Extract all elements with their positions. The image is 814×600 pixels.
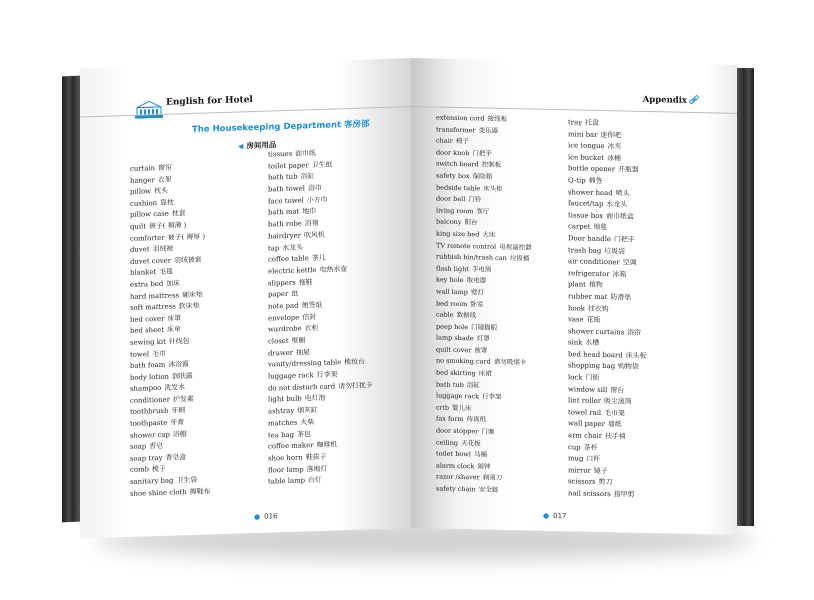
vocab-chinese: 梳妆台 <box>344 357 365 367</box>
left-page <box>80 58 413 538</box>
vocab-chinese: 剪刀 <box>598 478 613 487</box>
vocab-chinese: 润肤露 <box>171 371 193 381</box>
vocab-chinese: 梳子 <box>151 465 166 474</box>
vocab-chinese: 卫生袋 <box>176 475 198 485</box>
vocab-english: cable <box>436 310 454 319</box>
vocab-english: soap <box>130 442 147 452</box>
vocab-chinese: 毛巾架 <box>604 408 625 418</box>
vocab-english: vase <box>568 315 584 324</box>
vocab-english: hairdryer <box>268 231 302 241</box>
vocab-english: door stopper <box>436 426 479 436</box>
appendix-header: Appendix <box>642 94 687 106</box>
vocab-english: faucet/tap <box>568 199 604 209</box>
vocab-chinese: 针线包 <box>168 336 190 346</box>
vocab-english: toothpaste <box>130 418 168 428</box>
vocab-english: door bell <box>436 194 466 204</box>
vocab-english: comforter <box>130 233 165 243</box>
vocab-english: switch board <box>436 159 479 169</box>
vocab-english: quilt <box>130 222 147 231</box>
vocab-english: Q-tip <box>568 176 586 185</box>
vocab-chinese: 吹风机 <box>304 230 325 240</box>
vocab-chinese: 安全链 <box>478 485 499 494</box>
vocab-chinese: 浴帽 <box>172 429 187 439</box>
vocab-english: duvet cover <box>130 256 172 266</box>
vocab-chinese: 落地灯 <box>306 464 328 473</box>
room-heading-label: 房间用品 <box>246 140 277 151</box>
vocab-chinese: 面巾纸 <box>295 149 316 158</box>
vocab-english: towel <box>130 349 150 359</box>
vocab-chinese: 水槽 <box>585 338 600 348</box>
vocab-chinese: 毛巾 <box>152 349 166 358</box>
hotel-building-icon <box>135 100 163 119</box>
vocab-chinese: 行李架 <box>482 392 502 402</box>
vocab-chinese: 卫生纸 <box>311 160 333 169</box>
vocab-chinese: 冰夹 <box>607 142 622 151</box>
vocab-english: plant <box>568 280 586 289</box>
vocab-english: sanitary bag <box>130 476 174 486</box>
vocab-english: shower head <box>568 187 613 197</box>
vocab-chinese: 茶几 <box>311 253 326 263</box>
vocab-english: bed head board <box>568 350 623 360</box>
vocab-english: tray <box>568 118 583 127</box>
vocab-english: bed skirting <box>436 368 476 378</box>
vocab-english: towel rail <box>568 408 602 417</box>
vocab-chinese: 接线板 <box>487 114 508 124</box>
vocab-chinese: 垃圾桶 <box>509 254 530 263</box>
vocab-english: pillow <box>130 187 152 197</box>
vocab-english: slippers <box>268 278 296 288</box>
vocab-chinese: 冰桶 <box>607 153 621 163</box>
vocab-chinese: 火柴 <box>300 417 315 427</box>
vocab-entry <box>130 486 210 500</box>
vocab-chinese: 花瓶 <box>586 315 601 325</box>
vocab-chinese: 喷头 <box>615 188 630 198</box>
vocab-chinese: 窗台 <box>610 385 625 395</box>
vocab-english: cup <box>568 442 581 452</box>
left-header-rule <box>80 106 413 117</box>
vocab-english: peep hole <box>436 322 469 331</box>
vocab-english: alarm clock <box>436 461 475 471</box>
vocab-english: hard mattress <box>130 290 180 301</box>
vocab-english: fax form <box>436 414 464 424</box>
vocab-english: mini bar <box>568 129 598 139</box>
vocab-chinese: 浴帘 <box>627 328 642 337</box>
section-title: The Housekeeping Department 客房部 <box>192 119 370 135</box>
vocab-chinese: 羽绒被套 <box>174 255 202 265</box>
vocab-chinese: 控制板 <box>481 160 502 170</box>
vocab-chinese: 门镜猫眼 <box>471 322 498 332</box>
vocab-english: chair <box>436 136 453 146</box>
vocab-english: extension cord <box>436 113 485 123</box>
vocab-english: scissors <box>568 477 596 487</box>
vocab-english: bath towel <box>268 184 306 194</box>
vocab-chinese: 被罩 <box>474 346 488 355</box>
vocab-chinese: 小方巾 <box>306 195 328 205</box>
vocab-chinese: 行李架 <box>316 370 338 380</box>
vocab-entry <box>568 488 646 501</box>
vocab-chinese: 指甲剪 <box>613 490 635 499</box>
vocab-english: flash light <box>436 264 469 273</box>
left-page-number-value: 016 <box>264 512 278 521</box>
vocab-chinese: 沐浴露 <box>168 360 189 369</box>
vocab-chinese: 浴袍 <box>304 219 319 228</box>
vocab-english: sink <box>568 338 583 347</box>
vocab-english: window sill <box>568 384 608 394</box>
vocab-english: bath mat <box>268 208 300 217</box>
vocab-chinese: 开瓶器 <box>618 165 639 175</box>
vocab-chinese: 植物 <box>588 281 603 290</box>
vocab-english: hanger <box>130 175 155 185</box>
vocab-english: ice tongue <box>568 141 605 151</box>
vocab-english: tap <box>268 243 280 253</box>
vocab-english: extra bed <box>130 279 164 289</box>
vocab-chinese: 鞋拔子 <box>305 452 327 462</box>
vocab-chinese: 抽屉 <box>296 347 310 357</box>
vocab-english: curtain <box>130 164 156 173</box>
left-page-stack <box>62 76 80 523</box>
vocab-chinese: 冰箱 <box>612 269 627 279</box>
vocab-english: sewing kit <box>130 337 166 347</box>
vocab-chinese: 卧室 <box>470 299 484 309</box>
vocab-chinese: 羽绒被 <box>152 244 174 254</box>
vocab-entry <box>568 175 646 188</box>
vocab-english: toothbrush <box>130 407 169 417</box>
vocab-english: shower curtains <box>568 326 625 337</box>
vocab-english: soft mattress <box>130 302 176 313</box>
vocab-chinese: 门把手 <box>613 235 635 244</box>
vocab-chinese: 床头板 <box>625 351 647 360</box>
vocab-chinese: 浴缸 <box>300 172 315 181</box>
left-arrow-icon: ◀ <box>238 141 244 151</box>
vocab-chinese: 门铃 <box>468 195 482 204</box>
vocab-chinese: 床裙 <box>478 369 492 378</box>
vocab-chinese: 空调 <box>622 258 637 267</box>
vocab-chinese: 请勿打扰卡 <box>338 381 373 391</box>
vocab-chinese: 口杯 <box>586 454 601 464</box>
vocab-chinese: 烟灰缸 <box>297 406 318 415</box>
vocab-english: arm chair <box>568 431 603 441</box>
vocab-english: closet <box>268 336 289 346</box>
vocab-english: lint roller <box>568 396 602 406</box>
vocab-entry <box>568 291 646 304</box>
vocab-chinese: 床单 <box>167 325 181 335</box>
vocab-chinese: 电视遥控器 <box>499 242 532 252</box>
vocab-english: do not disturb card <box>268 382 336 393</box>
vocab-entry <box>436 484 532 498</box>
vocab-chinese: 香皂盒 <box>165 452 187 462</box>
vocab-english: mug <box>568 454 584 463</box>
vocab-chinese: 椅子 <box>455 137 469 146</box>
vocab-chinese: 洗发水 <box>164 383 185 393</box>
vocab-chinese: 被子( 褥厚 ) <box>167 232 206 242</box>
vocab-chinese: 手电筒 <box>471 264 492 274</box>
vocab-chinese: 纸 <box>291 289 299 299</box>
vocab-english: drawer <box>268 348 294 358</box>
vocab-english: Door handle <box>568 234 611 244</box>
vocab-english: cushion <box>130 198 158 208</box>
vocab-english: coffee maker <box>268 441 314 451</box>
vocab-chinese: 迷你吧 <box>600 130 622 139</box>
vocab-chinese: 婴儿床 <box>452 403 472 413</box>
vocab-chinese: 门锁 <box>585 373 600 383</box>
vocab-english: blanket <box>130 268 157 278</box>
vocab-english: bed room <box>436 299 468 308</box>
vocab-chinese: 便签纸 <box>301 300 323 310</box>
vocab-chinese: 地巾 <box>302 207 317 216</box>
vocab-chinese: 客厅 <box>476 207 490 216</box>
vocab-entry <box>568 233 646 246</box>
vocab-chinese: 保险箱 <box>472 172 493 181</box>
vocab-chinese: 窗帘 <box>158 163 172 173</box>
vocab-chinese: 请勿吸烟卡 <box>493 358 527 367</box>
vocab-chinese: 毛毯 <box>159 267 173 277</box>
vocab-chinese: 闹钟 <box>477 462 491 471</box>
left-page-number <box>250 512 277 521</box>
vocab-chinese: 大床 <box>482 230 496 239</box>
vocab-chinese: 衣架 <box>157 175 172 184</box>
vocab-chinese: 牙膏 <box>170 418 184 427</box>
vocab-english: refrigerator <box>568 269 610 278</box>
vocab-english: floor lamp <box>268 464 304 475</box>
vocab-english: shoe shine cloth <box>130 487 187 498</box>
vocab-english: toilet paper <box>268 160 309 171</box>
vocab-english: hook <box>568 303 585 313</box>
vocab-chinese: 数据线 <box>456 311 477 320</box>
vocab-chinese: 浴缸 <box>466 380 480 390</box>
vocab-chinese: 水龙头 <box>606 200 628 209</box>
vocab-english: bed sheet <box>130 326 164 336</box>
vocab-english: paper <box>268 290 289 299</box>
right-page <box>411 58 737 535</box>
vocab-english: body lotion <box>130 372 169 382</box>
vocab-english: key hole <box>436 275 464 285</box>
vocab-english: bath tub <box>268 173 298 182</box>
vocab-english: shopping bag <box>568 361 616 371</box>
vocab-english: rubber mat <box>568 292 608 302</box>
vocab-chinese: 软床垫 <box>178 301 200 311</box>
vocab-english: trash bag <box>568 245 602 255</box>
vocab-english: duvet <box>130 245 150 255</box>
vocab-chinese: 咖啡机 <box>316 440 338 450</box>
vocab-english: wardrobe <box>268 324 302 334</box>
vocab-chinese: 托盘 <box>585 118 599 127</box>
vocab-chinese: 信封 <box>302 312 317 322</box>
vocab-english: table lamp <box>268 476 306 486</box>
vocab-chinese: 壁灯 <box>470 288 484 297</box>
vocab-english: bath tub <box>436 380 464 389</box>
vocab-chinese: 护发素 <box>173 394 194 404</box>
right-vocab-column-1 <box>436 113 532 498</box>
vocab-english: crib <box>436 403 449 412</box>
vocab-chinese: 变压器 <box>478 126 499 135</box>
vocab-chinese: 剃须刀 <box>482 473 503 483</box>
right-vocab-column-2 <box>568 117 646 501</box>
vocab-chinese: 马桶 <box>473 450 487 459</box>
vocab-english: soap tray <box>130 453 163 463</box>
vocab-english: luggage rack <box>436 391 480 401</box>
dot-icon: ● <box>254 512 261 521</box>
vocab-english: pillow case <box>130 210 169 220</box>
vocab-chinese: 吸尘滚筒 <box>604 397 632 406</box>
vocab-chinese: 棉签 <box>588 176 603 185</box>
vocab-english: living room <box>436 206 474 216</box>
left-vocab-column-2 <box>268 146 373 488</box>
vocab-chinese: 阳台 <box>464 218 478 227</box>
vocab-english: coffee table <box>268 254 309 264</box>
vocab-chinese: 面巾纸盒 <box>606 211 634 221</box>
vocab-english: bottle opener <box>568 164 616 174</box>
vocab-chinese: 水龙头 <box>282 242 303 252</box>
vocab-english: shoe horn <box>268 453 303 463</box>
vocab-chinese: 门把手 <box>472 149 492 158</box>
vocab-chinese: 床头柜 <box>483 184 503 193</box>
vocab-english: ceiling <box>436 438 459 447</box>
vocab-chinese: 枕套 <box>171 209 186 218</box>
left-vocab-column-1 <box>130 161 210 500</box>
vocab-english: ice bucket <box>568 153 605 162</box>
vocab-chinese: 浴巾 <box>308 183 322 193</box>
vocab-english: conditioner <box>130 395 170 405</box>
vocab-chinese: 靠枕 <box>160 198 174 207</box>
vocab-english: nail scissors <box>568 489 611 499</box>
vocab-chinese: 擦鞋布 <box>189 486 211 496</box>
vocab-chinese: 茶杯 <box>583 443 598 452</box>
vocab-english: door knob <box>436 148 470 158</box>
vocab-chinese: 天花板 <box>461 438 481 448</box>
vocab-chinese: 茶包 <box>297 429 311 439</box>
vocab-english: safety box <box>436 171 470 181</box>
vocab-english: bed cover <box>130 314 165 324</box>
vocab-english: face towel <box>268 196 304 206</box>
vocab-chinese: 防滑垫 <box>610 293 632 302</box>
vocab-chinese: 地毯 <box>593 223 608 232</box>
vocab-english: light bulb <box>268 394 302 404</box>
vocab-english: note pad <box>268 301 299 311</box>
vocab-chinese: 灯罩 <box>476 334 490 343</box>
vocab-chinese: 枕头 <box>154 186 168 196</box>
vocab-english: shower cap <box>130 430 170 440</box>
link-icon <box>689 95 699 105</box>
vocab-english: tea bag <box>268 430 295 440</box>
vocab-english: no smoking card <box>436 356 491 367</box>
vocab-english: air conditioner <box>568 257 620 267</box>
vocab-english: wall lamp <box>436 287 468 297</box>
vocab-english: matches <box>268 418 298 428</box>
vocab-chinese: 加床 <box>166 279 181 288</box>
vocab-entry <box>268 474 373 489</box>
vocab-english: TV remote control <box>436 241 497 251</box>
vocab-english: quilt cover <box>436 345 472 355</box>
vocab-chinese: 壁橱 <box>291 336 306 345</box>
vocab-english: king size bed <box>436 229 480 239</box>
vocab-english: razor /shaver <box>436 472 480 482</box>
vocab-english: bedside table <box>436 183 481 193</box>
vocab-english: tissues <box>268 149 293 159</box>
vocab-chinese: 购物袋 <box>618 362 639 372</box>
vocab-english: transformer <box>436 125 476 134</box>
right-page-number <box>539 512 566 521</box>
vocab-english: balcony <box>436 217 462 227</box>
vocab-chinese: 挂衣钩 <box>587 304 609 313</box>
vocab-english: mirror <box>568 466 591 475</box>
vocab-chinese: 被子( 褥薄 ) <box>149 221 187 231</box>
vocab-chinese: 电灯泡 <box>304 394 326 403</box>
vocab-chinese: 香皂 <box>149 442 163 451</box>
vocab-english: comb <box>130 465 149 475</box>
vocab-chinese: 镜子 <box>593 466 608 475</box>
vocab-chinese: 墙纸 <box>607 420 622 429</box>
vocab-english: electric kettle <box>268 265 317 276</box>
right-page-stack <box>736 68 754 526</box>
vocab-english: bath foam <box>130 360 166 370</box>
vocab-chinese: 牙刷 <box>171 406 186 416</box>
vocab-chinese: 硬床垫 <box>182 290 203 299</box>
vocab-chinese: 取电器 <box>466 276 487 285</box>
vocab-english: toilet bowl <box>436 449 471 459</box>
vocab-chinese: 床罩 <box>167 314 182 323</box>
vocab-english: ashtray <box>268 406 295 416</box>
book-title: English for Hotel <box>166 95 253 108</box>
vocab-english: tissue box <box>568 211 604 220</box>
dot-icon: ● <box>543 511 550 520</box>
vocab-chinese: 台灯 <box>308 476 322 485</box>
vocab-chinese: 门塞 <box>481 427 495 436</box>
vocab-chinese: 传真纸 <box>466 415 487 425</box>
vocab-chinese: 拖鞋 <box>298 277 313 287</box>
vocab-chinese: 垃圾袋 <box>604 246 625 256</box>
vocab-english: rubbish bin/trash can <box>436 252 507 263</box>
vocab-english: lamp shade <box>436 333 474 343</box>
vocab-english: vanity/dressing table <box>268 358 342 369</box>
vocab-chinese: 扶手椅 <box>605 432 626 441</box>
vocab-english: envelope <box>268 313 300 323</box>
vocab-english: shampoo <box>130 384 162 394</box>
right-page-number-value: 017 <box>553 511 567 521</box>
vocab-english: safety chain <box>436 484 476 494</box>
vocab-english: carpet <box>568 222 591 232</box>
vocab-english: luggage rack <box>268 371 314 381</box>
vocab-english: wall paper <box>568 419 605 429</box>
vocab-english: lock <box>568 373 583 382</box>
vocab-chinese: 电热水壶 <box>319 264 348 274</box>
vocab-chinese: 衣柜 <box>304 324 319 333</box>
vocab-english: bath robe <box>268 219 302 229</box>
